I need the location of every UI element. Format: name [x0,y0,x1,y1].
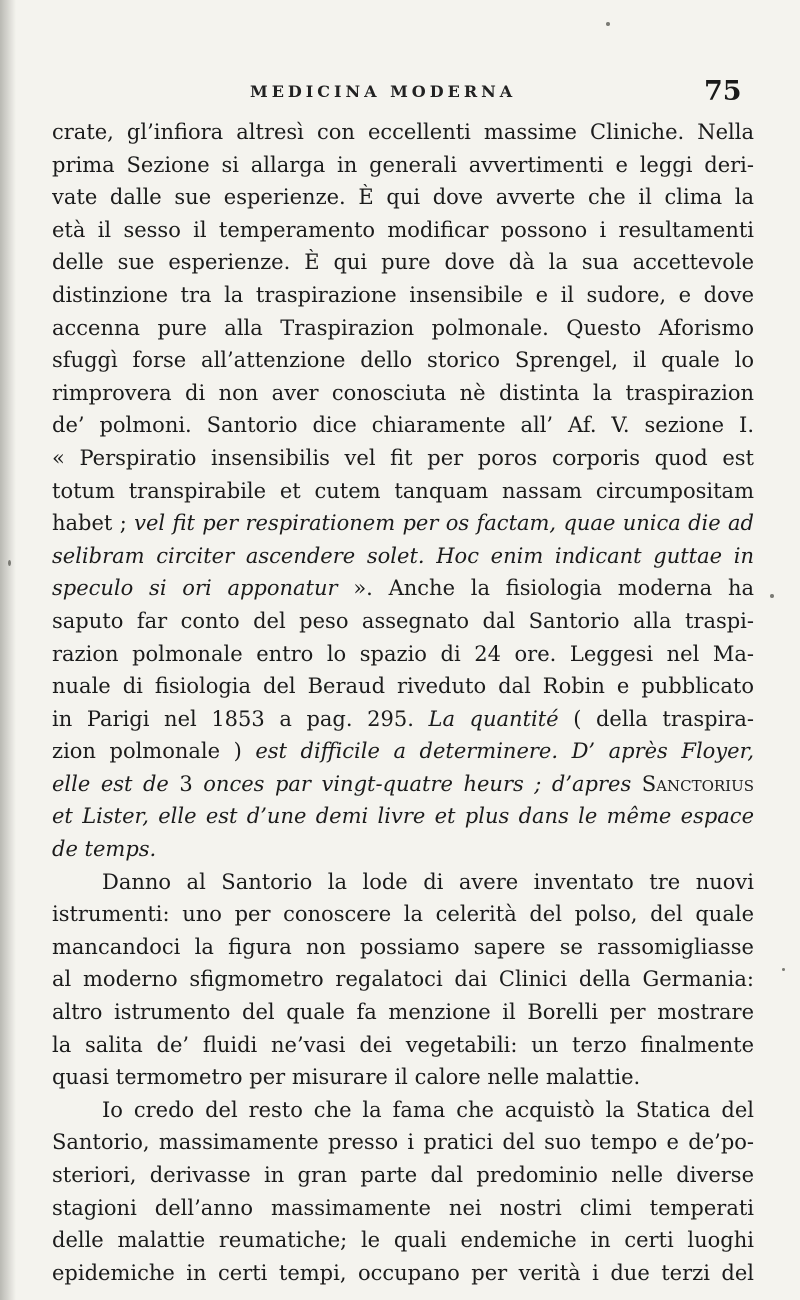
text-line [52,149,754,182]
text-line [52,279,754,312]
text-segment: vate dalle sue esperienze. È qui dove avverte che il clima la [52,185,754,210]
text-line [52,866,754,899]
text-line [52,540,754,573]
text-segment: prima Sezione si allarga in generali avvertimenti e leggi deri- [52,152,754,177]
text-segment: accenna pure alla Traspirazion polmonale. Questo Aforismo [52,315,754,340]
text-line [52,246,754,279]
text-line [52,735,754,768]
text-segment: al moderno sfigmometro regalatoci dai Clinici della Germania: [52,967,754,992]
text-segment: ( della traspira- [558,706,754,731]
text-line [52,833,754,866]
text-segment: quasi termometro per misurare il calore nelle malattie. [52,1065,641,1090]
text-line [52,572,754,605]
print-speck [770,594,774,598]
text-line [52,312,754,345]
text-line [52,1094,754,1127]
text-line [52,1061,754,1094]
text-line [52,963,754,996]
text-segment: steriori, derivasse in gran parte dal predominio nelle diverse [52,1163,754,1187]
running-head [0,76,800,110]
text-line [52,214,754,247]
text-line [52,1126,754,1159]
text-line [52,442,754,475]
italic-text: La quantité [428,706,559,731]
text-line [52,996,754,1029]
text-line [52,1159,754,1192]
italic-text: selibram circiter ascendere solet. Hoc enim indicant guttae in [52,543,754,568]
text-line [52,344,754,377]
italic-text: onces par vingt-quatre heurs ; d’apres [192,771,642,796]
text-segment: razion polmonale entro lo spazio di 24 ore. Leggesi nel Ma- [52,641,754,666]
text-line [52,898,754,931]
body-text [52,116,754,1289]
text-segment: in Parigi nel 1853 a pag. 295. [52,706,429,731]
italic-text: et Lister, elle est d’une demi livre et plus dans le même espace [52,804,754,829]
text-line [52,703,754,736]
small-caps-text: Sanctorius [641,771,754,796]
text-segment: Danno al Santorio la lode di avere inventato tre nuovi [102,869,754,894]
text-segment: nuale di fisiologia del Beraud riveduto dal Robin e pubblicato [52,674,754,699]
italic-text: speculo si ori apponatur [52,576,338,601]
text-line [52,670,754,703]
print-speck [782,968,785,971]
text-segment: saputo far conto del peso assegnato dal Santorio alla traspi- [52,608,754,633]
text-line [52,1029,754,1062]
running-title: MEDICINA MODERNA [250,82,517,101]
text-line [52,1192,754,1225]
text-segment: distinzione tra la traspirazione insensibile e il sudore, e dove [52,282,754,307]
text-segment: 3 [179,771,193,796]
text-segment: Santorio, massimamente presso i pratici del suo tempo e de’po- [52,1130,754,1155]
text-segment: mancandoci la figura non possiamo sapere se rassomigliasse [52,934,754,959]
text-line [52,605,754,638]
text-line [52,768,754,801]
text-segment: stagioni dell’anno massimamente nei nostri climi temperati [52,1195,754,1220]
text-segment: sfuggì forse all’attenzione dello storico Sprengel, il quale lo [52,348,754,373]
text-segment: totum transpirabile et cutem tanquam nassam circumpositam [52,478,754,503]
text-segment: delle sue esperienze. È qui pure dove dà la sua accettevole [52,250,754,275]
text-segment: habet ; [52,511,135,536]
text-segment: la salita de’ fluidi ne’vasi dei vegetabili: un terzo finalmente [52,1032,754,1057]
text-segment: zion polmonale ) [52,739,256,764]
text-line [52,116,754,149]
text-line [52,409,754,442]
text-line [52,181,754,214]
text-line [52,507,754,540]
text-segment: altro istrumento del quale fa menzione il Borelli per mostrare [52,1000,754,1025]
text-segment: delle malattie reumatiche; le quali endemiche in certi luoghi [52,1228,754,1253]
text-segment: istrumenti: uno per conoscere la celerità del polso, del quale [52,902,754,927]
italic-text: elle est de [52,771,180,796]
print-speck [606,22,610,26]
text-segment: rimprovera di non aver conosciuta nè distinta la traspirazion [52,380,754,405]
text-line [52,800,754,833]
italic-text: de temps. [52,837,157,862]
text-line [52,1224,754,1257]
text-segment: « Perspiratio insensibilis vel fit per poros corporis quod est [52,445,754,470]
text-line [52,377,754,410]
page-gutter-shadow [0,0,16,1300]
italic-text: vel fit per respirationem per os factam, quae unica die ad [134,511,754,536]
page-number: 75 [704,76,742,107]
text-segment: Io credo del resto che la fama che acquistò la Statica del [102,1097,754,1122]
italic-text: est difficile a determinere. D’ après Floyer, [255,739,754,764]
text-segment: età il sesso il temperamento modificar possono i resultamenti [52,217,754,242]
print-speck [8,560,11,566]
text-line [52,638,754,671]
text-segment: ». Anche la fisiologia moderna ha [337,576,754,601]
text-line [52,1257,754,1290]
text-line [52,475,754,508]
text-line [52,931,754,964]
text-segment: de’ polmoni. Santorio dice chiaramente all’ Af. V. sezione I. [52,413,754,438]
text-segment: epidemiche in certi tempi, occupano per verità i due terzi del [52,1260,754,1285]
text-segment: crate, gl’infiora altresì con eccellenti massime Cliniche. Nella [52,120,754,144]
